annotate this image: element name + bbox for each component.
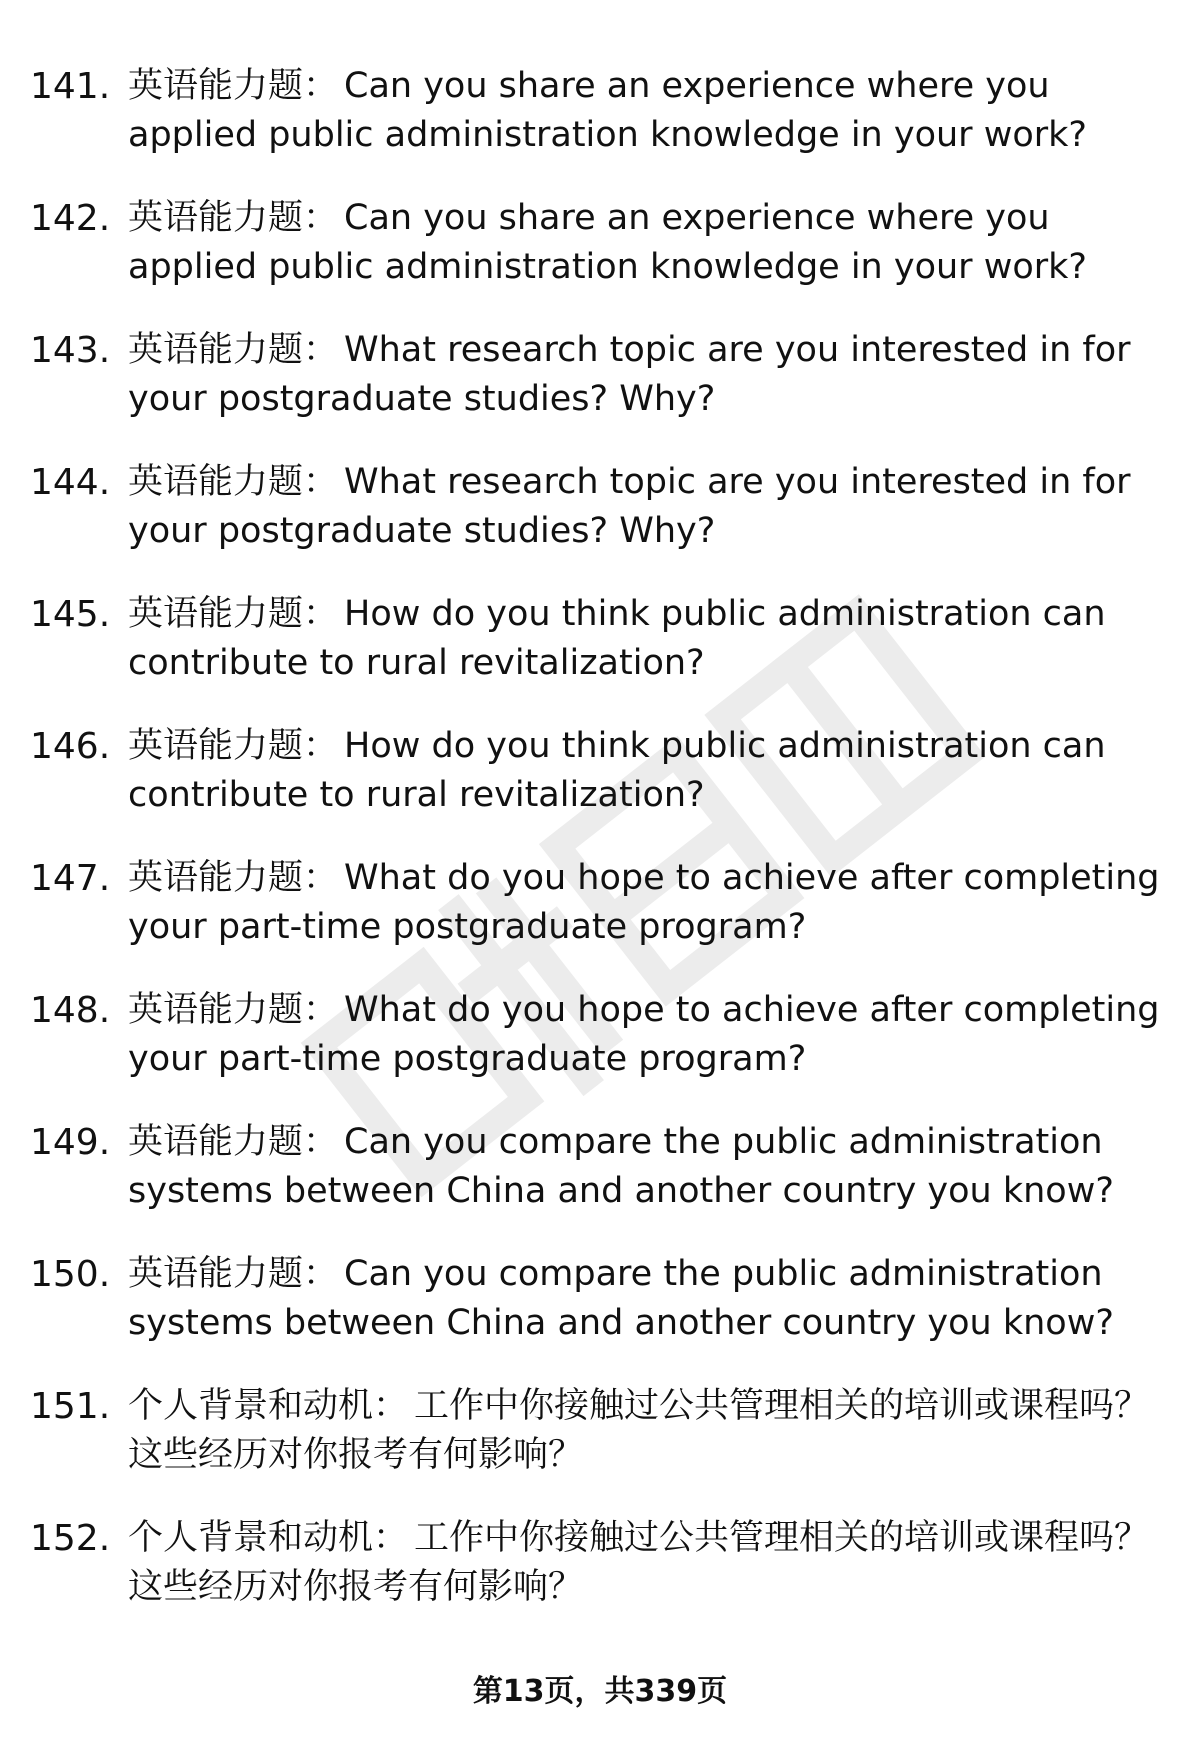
question-category: 英语能力题： <box>128 594 339 634</box>
question-text: Can you compare the public administration systems between China and another country you know? <box>128 1122 1114 1211</box>
question-item <box>30 590 1180 722</box>
question-number: 150. <box>30 1254 111 1295</box>
question-text: Can you compare the public administration systems between China and another country you know? <box>128 1254 1114 1343</box>
question-item <box>30 1514 1180 1646</box>
question-content <box>128 1250 1180 1348</box>
question-category: 英语能力题： <box>128 462 339 502</box>
page-footer: 第13页，共339页 <box>472 1674 728 1709</box>
question-text: What research topic are you interested in for your postgraduate studies? Why? <box>128 462 1131 551</box>
question-content <box>128 1382 1180 1480</box>
question-item <box>30 986 1180 1118</box>
question-list <box>30 62 1180 1646</box>
question-item <box>30 62 1180 194</box>
question-text: Can you share an experience where you applied public administration knowledge in your work? <box>128 66 1087 155</box>
question-content <box>128 986 1180 1084</box>
question-number: 145. <box>30 594 111 635</box>
question-content <box>128 194 1180 292</box>
question-category: 英语能力题： <box>128 66 339 106</box>
question-number: 152. <box>30 1518 111 1559</box>
question-text: What research topic are you interested in for your postgraduate studies? Why? <box>128 330 1131 419</box>
question-number: 151. <box>30 1386 111 1427</box>
question-content <box>128 854 1180 952</box>
question-text: 工作中你接触过公共管理相关的培训或课程吗？这些经历对你报考有何影响？ <box>128 1386 1150 1475</box>
question-content <box>128 1118 1180 1216</box>
question-number: 149. <box>30 1122 111 1163</box>
question-item <box>30 1118 1180 1250</box>
question-content <box>128 722 1180 820</box>
question-item <box>30 194 1180 326</box>
question-number: 142. <box>30 198 111 239</box>
question-category: 个人背景和动机： <box>128 1386 409 1426</box>
question-category: 英语能力题： <box>128 726 339 766</box>
question-item <box>30 854 1180 986</box>
question-number: 143. <box>30 330 111 371</box>
question-category: 英语能力题： <box>128 330 339 370</box>
question-content <box>128 1514 1180 1612</box>
question-category: 英语能力题： <box>128 198 339 238</box>
question-category: 英语能力题： <box>128 990 339 1030</box>
question-text: What do you hope to achieve after completing your part-time postgraduate program? <box>128 858 1160 947</box>
question-content <box>128 326 1180 424</box>
question-number: 146. <box>30 726 111 767</box>
question-number: 141. <box>30 66 111 107</box>
question-category: 个人背景和动机： <box>128 1518 409 1558</box>
question-category: 英语能力题： <box>128 1122 339 1162</box>
question-item <box>30 1250 1180 1382</box>
question-text: 工作中你接触过公共管理相关的培训或课程吗？这些经历对你报考有何影响？ <box>128 1518 1150 1607</box>
question-number: 148. <box>30 990 111 1031</box>
question-content <box>128 458 1180 556</box>
question-text: What do you hope to achieve after completing your part-time postgraduate program? <box>128 990 1160 1079</box>
question-content <box>128 590 1180 688</box>
question-number: 147. <box>30 858 111 899</box>
question-text: Can you share an experience where you applied public administration knowledge in your work? <box>128 198 1087 287</box>
question-item <box>30 1382 1180 1514</box>
question-item <box>30 722 1180 854</box>
question-content <box>128 62 1180 160</box>
question-text: How do you think public administration can contribute to rural revitalization? <box>128 726 1106 815</box>
question-number: 144. <box>30 462 111 503</box>
question-text: How do you think public administration can contribute to rural revitalization? <box>128 594 1106 683</box>
question-category: 英语能力题： <box>128 858 339 898</box>
question-category: 英语能力题： <box>128 1254 339 1294</box>
question-item <box>30 326 1180 458</box>
question-item <box>30 458 1180 590</box>
